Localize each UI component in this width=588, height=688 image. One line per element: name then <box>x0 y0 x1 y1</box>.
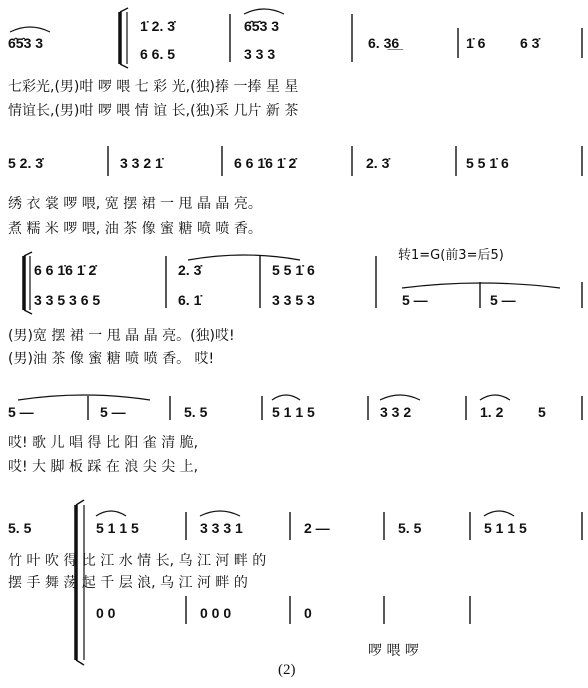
notation-measure: 0 0 <box>96 605 116 621</box>
notation-measure: 3 3 2 1̇ <box>120 155 163 171</box>
notation-measure: 6 3̇ <box>520 35 540 51</box>
notation-measure: 5. 5 <box>398 520 422 536</box>
slur <box>480 395 510 400</box>
notation-measure: 5 5 1̇ 6 <box>466 155 509 171</box>
notation-measure: 5. 5 <box>184 404 208 420</box>
notation-measure: 5 1 1 5 <box>96 520 139 536</box>
lyric-line: 七彩光,(男)咁 啰 喂 七 彩 光,(独)捧 一捧 星 星 <box>8 79 299 95</box>
bar-line <box>76 500 84 505</box>
notation-measure: 6̂5̂3 3 <box>244 18 280 34</box>
slur <box>272 395 300 400</box>
notation-measure: 6. 3̲6̲ <box>368 35 400 51</box>
lyric-line: 竹 叶 吹 得 比 江 水 情 长, 乌 江 河 畔 的 <box>8 553 267 569</box>
lyric-line: 绣 衣 裳 啰 喂, 宽 摆 裙 一 甩 晶 晶 亮。 <box>8 196 262 212</box>
page-number: (2) <box>278 662 296 678</box>
lyric-line: 情谊长,(男)咁 啰 喂 情 谊 长,(独)采 几片 新 茶 <box>8 103 299 119</box>
notation-measure: 5 5 1̇ 6 <box>272 262 315 278</box>
notation-measure: 5 1 1 5 <box>484 520 527 536</box>
bar-line <box>120 8 128 12</box>
slur <box>402 283 560 288</box>
notation-measure: 6 6. 5 <box>140 46 176 62</box>
slur <box>484 511 514 516</box>
notation-measure: 5. 5 <box>8 520 32 536</box>
notation-measure: 5 — <box>402 292 428 308</box>
notation-measure: 5 2. 3̇ <box>8 155 44 171</box>
notation-measure: 6̂5̂3 3 <box>8 35 44 51</box>
notation-measure: 3 3 5 3 6 5 <box>34 292 101 308</box>
notation-measure: 6 6 1̇6 1̇ 2̇ <box>234 155 297 171</box>
bar-line <box>120 64 128 68</box>
bar-line <box>24 252 32 256</box>
notation-measure: 5 1 1 5 <box>272 404 315 420</box>
notation-measure: 5 <box>538 404 546 420</box>
notation-measure: 0 <box>304 605 312 621</box>
notation-measure: 5 — <box>8 404 34 420</box>
notation-measure: 3 3 2 <box>380 404 412 420</box>
lyric-line: (男)宽 摆 裙 一 甩 晶 晶 亮。(独)哎! <box>8 328 235 344</box>
slur <box>10 27 50 32</box>
notation-measure: 3 3 3 <box>244 46 276 62</box>
lyric-line: 哎! 大 脚 板 踩 在 浪 尖 尖 上, <box>8 459 199 475</box>
notation-measure: 1̇ 6 <box>466 35 486 51</box>
notation-measure: 2. 3̇ <box>366 155 390 171</box>
notation-measure: 6. 1̇ <box>178 292 202 308</box>
slur <box>96 511 126 516</box>
notation-measure: 5 — <box>100 404 126 420</box>
notation-measure: 2. 3̇ <box>178 262 202 278</box>
notation-measure: 1̇ 2. 3̇ <box>140 18 176 34</box>
key-change: 转1=G(前3̇=后5) <box>398 248 504 263</box>
lyric-line: 哎! 歌 儿 唱 得 比 阳 雀 清 脆, <box>8 435 199 451</box>
lyric-line: 啰 喂 啰 <box>368 643 419 659</box>
notation-measure: 3 3 3 1 <box>200 520 243 536</box>
notation-measure: 1. 2 <box>480 404 504 420</box>
notation-measure: 5 — <box>490 292 516 308</box>
slur <box>18 395 150 400</box>
slur <box>200 511 240 516</box>
bar-line <box>76 660 84 665</box>
notation-measure: 2 — <box>304 520 330 536</box>
slur <box>380 395 420 400</box>
slur <box>244 9 284 14</box>
lyric-line: (男)油 茶 像 蜜 糖 喷 喷 香。 哎! <box>8 351 215 367</box>
slur <box>188 255 300 260</box>
notation-measure: 6 6 1̇6 1̇ 2̇ <box>34 262 97 278</box>
notation-measure: 0 0 0 <box>200 605 232 621</box>
notation-measure: 3 3 5 3 <box>272 292 315 308</box>
lyric-line: 摆 手 舞 荡 起 千 层 浪, 乌 江 河 畔 的 <box>8 575 248 591</box>
lyric-line: 煮 糯 米 啰 喂, 油 茶 像 蜜 糖 喷 喷 香。 <box>8 221 262 237</box>
bar-line <box>24 310 32 314</box>
